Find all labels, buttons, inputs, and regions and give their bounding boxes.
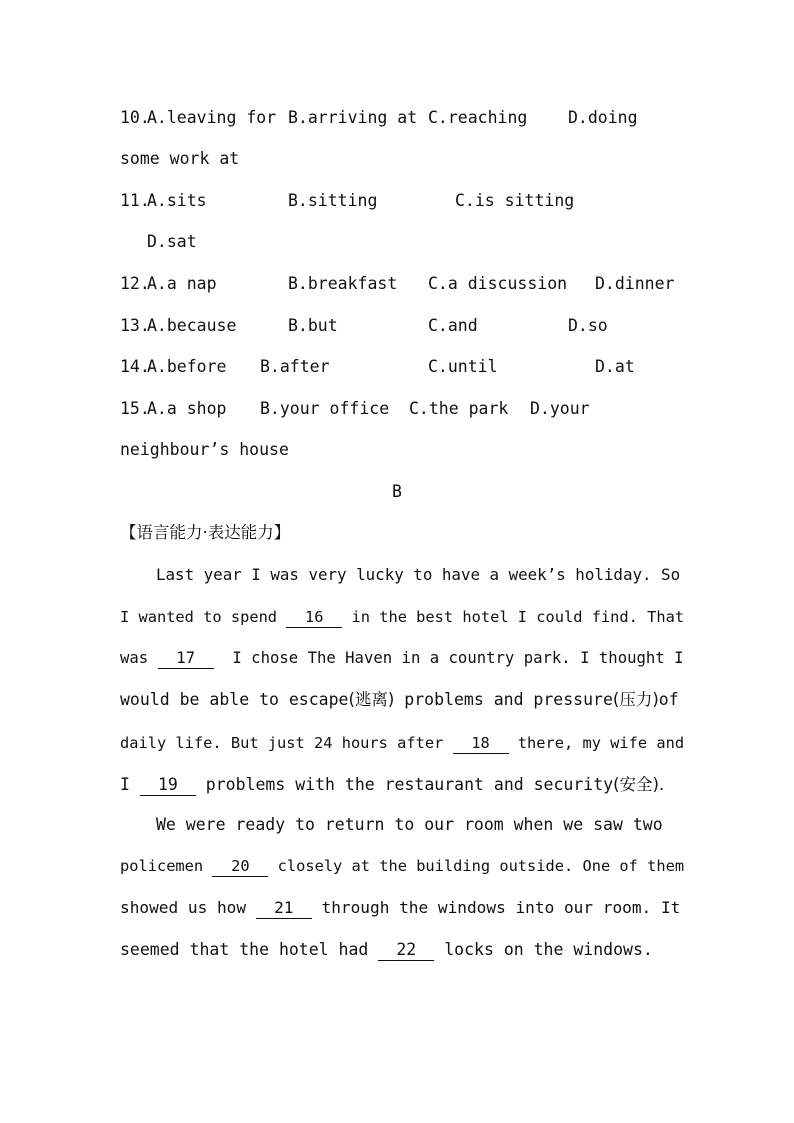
option-d: D.so [568,316,608,335]
section-label: B [392,482,402,501]
chinese-gloss: (逃离) [348,690,395,709]
option-a: A.before [147,357,227,376]
passage-text: showed us how [120,898,256,917]
passage-line [120,733,685,754]
passage-line: Last year I was very lucky to have a week’s holiday. So [156,565,681,584]
passage-line: We were ready to return to our room when we saw two [156,815,663,834]
passage-line [120,940,676,961]
blank-17: 17 [158,648,214,669]
passage-text: would be able to escape [120,690,349,709]
passage-text: closely at the building outside. One of them [268,857,685,875]
passage-text: of [658,690,679,709]
question-10-continuation: some work at [120,149,240,168]
question-number: 11. [120,191,150,210]
blank-16: 16 [286,607,342,628]
chinese-gloss: (压力) [612,690,659,709]
option-d: D.sat [147,232,197,251]
passage-text: I wanted to spend [120,608,287,626]
passage-line [120,690,679,710]
option-b: B.breakfast [288,274,398,293]
option-c: C.and [428,316,478,335]
passage-text: policemen [120,857,213,875]
option-c: C.a discussion [428,274,568,293]
passage-line [120,775,676,796]
blank-19: 19 [140,775,196,796]
passage-text: in the best hotel I could find. That [342,608,685,626]
option-b: B.but [288,316,338,335]
passage-line [120,607,685,628]
skill-tag: 【语言能力·表达能力】 [120,523,291,542]
passage-text: through the windows into our room. It [311,898,681,917]
question-15-continuation: neighbour’s house [120,440,289,459]
passage-line [120,898,681,919]
option-a: A.sits [147,191,207,210]
question-15 [120,399,680,539]
option-a: A.a nap [147,274,217,293]
passage-text: problems with the restaurant and security [195,775,614,794]
option-b: B.arriving at [288,108,418,127]
passage-text: I chose The Haven in a country park. I thought I [213,649,684,667]
passage-text: problems and pressure [394,690,613,709]
passage-line [120,648,684,669]
blank-21: 21 [256,898,312,919]
passage-text: was [120,649,158,667]
question-number: 13. [120,316,150,335]
blank-22: 22 [378,940,434,961]
question-number: 12. [120,274,150,293]
option-c: C.the park [409,399,509,418]
option-d: D.at [595,357,635,376]
option-a: A.a shop [147,399,227,418]
question-number: 14. [120,357,150,376]
question-number: 10. [120,108,150,127]
option-c: C.is sitting [455,191,575,210]
blank-18: 18 [453,733,509,754]
option-a: A.leaving for [147,108,277,127]
option-c: C.until [428,357,498,376]
option-b: B.your office [260,399,390,418]
option-d: D.your [530,399,590,418]
passage-text: I [120,775,140,794]
chinese-gloss: (安全). [613,775,665,794]
option-d: D.dinner [595,274,675,293]
option-d: D.doing [568,108,638,127]
option-b: B.after [260,357,330,376]
passage-line [120,856,685,877]
blank-20: 20 [212,856,268,877]
option-c: C.reaching [428,108,528,127]
option-a: A.because [147,316,237,335]
passage-text: locks on the windows. [434,940,653,959]
question-number: 15. [120,399,150,418]
passage-text: daily life. But just 24 hours after [120,734,453,752]
passage-text: there, my wife and [508,734,685,752]
option-b: B.sitting [288,191,378,210]
passage-text: seemed that the hotel had [120,940,379,959]
